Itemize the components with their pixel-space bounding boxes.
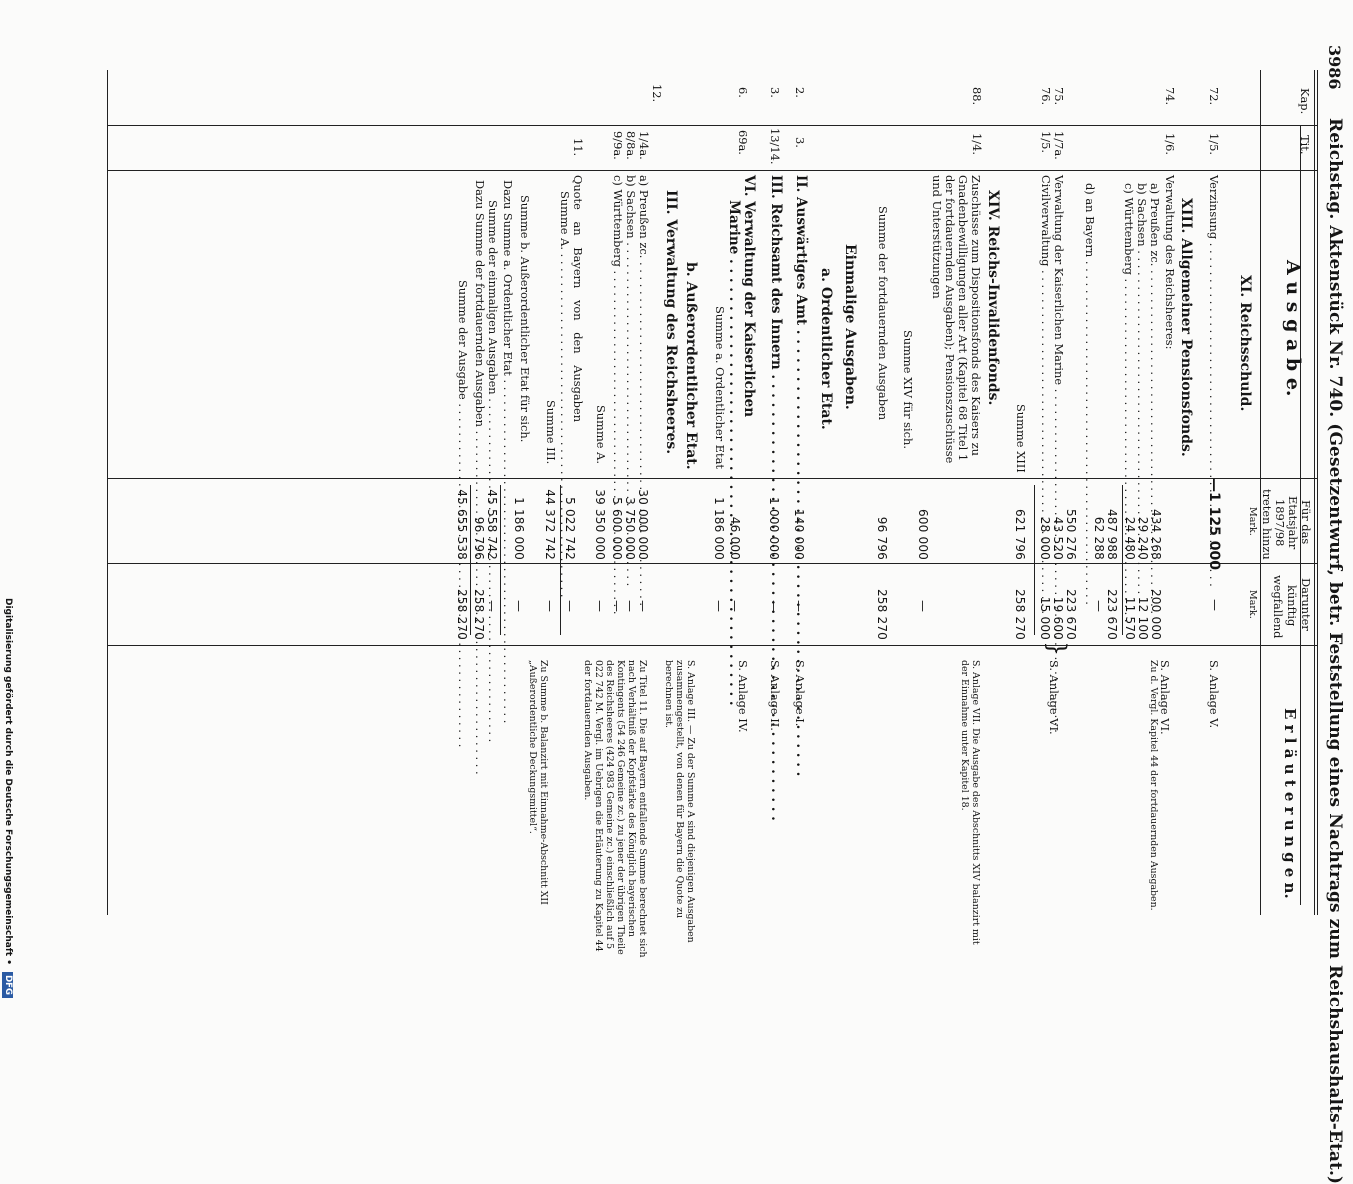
col-header-ausgabe: A u s g a b e.	[1282, 260, 1304, 397]
col-header-amount-4: treten hinzu	[1260, 489, 1274, 560]
brace-7576: }	[1043, 641, 1071, 657]
col-header-darunter-1: Darunter	[1299, 578, 1313, 631]
amount-12c: 5 600 000	[610, 497, 624, 560]
col-header-amount-1: Für das	[1299, 500, 1313, 545]
darunter-74b: 12 100	[1136, 596, 1150, 640]
label-sum-ordentlich: Summe a. Ordentlicher Etat	[713, 306, 727, 469]
section-heading-xiv: XIV. Reichs-Invalidenfonds.	[985, 190, 1001, 406]
darunter-76: 15 000	[1038, 596, 1052, 640]
label-verzinsung: Verzinsung . . .	[1208, 175, 1219, 470]
label-74: Verwaltung des Reichsheeres:	[1163, 175, 1177, 350]
amount-sum-einmalige: 45 558 742	[485, 489, 499, 560]
note-6: S. Anlage IV.	[736, 660, 750, 733]
kap-3: 3.	[768, 87, 782, 98]
label-sum-b: Summe b. Außerordentlicher Etat für sich.	[518, 195, 532, 443]
label-12c: c) Württemberg . . .	[612, 175, 623, 465]
col-header-darunter-unit: Mark.	[1247, 590, 1258, 619]
label-sum-fortdauernd: Summe der fortdauernden Ausgaben	[876, 206, 890, 421]
heading-ordentlicher-etat: a. Ordentlicher Etat.	[818, 268, 834, 430]
amount-74-subtotal: 487 988	[1105, 508, 1119, 560]
label-11: Quote an Bayern von den Ausgaben	[571, 175, 585, 423]
darunter-sum-fortdauernd: 258 270	[875, 588, 889, 640]
amount-74c: 24 480	[1123, 516, 1137, 560]
amount-11: 5 022 742	[563, 497, 577, 560]
amount-72: —1 125 000	[1206, 478, 1222, 570]
darunter-12c: —	[610, 600, 624, 613]
label-74c: c) Württemberg . . .	[1123, 183, 1134, 463]
section-heading-xiii: XIII. Allgemeiner Pensionsfonds.	[1178, 198, 1194, 457]
col-header-amount-3: 1897/98	[1273, 499, 1287, 547]
amount-76: 28 000	[1038, 516, 1052, 560]
amount-sum-iii: 44 372 742	[543, 489, 557, 560]
tit-88: 1/4.	[970, 133, 984, 155]
label-sum-a: Summe A.	[594, 405, 608, 464]
darunter-sum-einmalige: —	[485, 600, 499, 613]
amount-74d: 62 288	[1092, 516, 1106, 560]
darunter-74-subtotal: 223 670	[1105, 588, 1119, 640]
tit-6: 69a.	[736, 130, 750, 155]
amount-sum-fortdauernd: 96 796	[875, 516, 889, 560]
label-12b: b) Sachsen . . .	[625, 175, 636, 465]
col-header-erlaeuterungen: E r l ä u t e r u n g e n.	[1281, 708, 1299, 899]
amount-sum-a: 39 350 000	[593, 489, 607, 560]
label-dazu-fortdauernd: Dazu Summe der fortdauernden Ausgaben . . .	[474, 180, 485, 465]
tit-75: 1/7a.	[1052, 131, 1066, 160]
tit-11: 11.	[571, 138, 585, 157]
amount-2: 140 000	[792, 508, 806, 560]
note-2: S. Anlage I.	[793, 660, 807, 727]
col-header-darunter-2: künftig	[1285, 585, 1299, 627]
tit-72: 1/5.	[1207, 133, 1221, 155]
label-76: Civilverwaltung . . .	[1040, 175, 1051, 463]
digitization-note: Digitalisierung gefördert durch die Deutsche Forschungsgemeinschaft • DFG	[3, 598, 14, 998]
kap-72: 72.	[1207, 87, 1221, 106]
darunter-7576-subtotal: 223 670	[1064, 588, 1078, 640]
kap-75: 75.	[1052, 87, 1066, 106]
rule-total	[470, 485, 471, 635]
kap-88: 88.	[970, 87, 984, 106]
amount-75: 43 520	[1051, 516, 1065, 560]
amount-7576-subtotal: 550 276	[1064, 508, 1078, 560]
label-74a: a) Preußen zc. . . .	[1149, 183, 1160, 463]
note-3: S. Anlage II.	[768, 660, 782, 731]
label-sum-total: Summe der Ausgabe . . .	[457, 280, 468, 465]
amount-sum-xiii: 621 796	[1013, 508, 1027, 560]
label-sum-einmalige: Summe der einmaligen Ausgaben . . .	[487, 200, 498, 465]
double-rule-top	[1317, 70, 1318, 915]
amount-88: 600 000	[916, 508, 930, 560]
amount-3: 1 000 000	[767, 497, 781, 560]
amount-12b: 3 750 000	[623, 497, 637, 560]
heading-marine-2: Marine . . .	[727, 200, 741, 470]
darunter-88: —	[916, 600, 930, 613]
label-11-line2: Summe A. . . .	[559, 191, 570, 466]
col-header-kap: Kap.	[1298, 88, 1312, 115]
darunter-11: —	[563, 600, 577, 613]
darunter-74a: 200 000	[1149, 588, 1163, 640]
kap-12: 12.	[650, 84, 664, 103]
amount-12a: 30 000 000	[636, 489, 650, 560]
col-divider-notes	[108, 645, 1318, 646]
amount-74b: 29 240	[1136, 516, 1150, 560]
darunter-3: —	[767, 600, 781, 613]
col-header-darunter-3: wegfallend	[1271, 575, 1285, 639]
note-12: S. Anlage III. — Zu der Summe A sind diejenigen Ausgaben zusammengestellt, von denen für Bayern die Quote zu berechnen ist.	[663, 660, 696, 943]
note-74-2: Zu d. Vergl. Kapitel 44 der fortdauernden Ausgaben.	[1148, 660, 1159, 911]
darunter-2: —	[792, 600, 806, 613]
heading-auswaertiges-amt: II. Auswärtiges Amt . . .	[794, 175, 808, 471]
darunter-sum-iii: —	[543, 600, 557, 613]
note-sum-b: Zu Summe b. Balanzirt mit Einnahme-Abschnitt XII „Außerordentliche Deckungsmittel“.	[527, 660, 549, 905]
page-number: 3986	[1325, 45, 1344, 90]
darunter-74c: 11 570	[1123, 596, 1137, 640]
col-divider-text	[108, 170, 1318, 171]
darunter-74d: —	[1092, 600, 1106, 613]
col-header-amount-unit: Mark.	[1247, 507, 1258, 536]
rule-einmalige	[500, 485, 501, 635]
tit-12a: 1/4a.	[637, 131, 651, 160]
darunter-12b: —	[623, 600, 637, 613]
heading-reichsheer: III. Verwaltung des Reichsheeres.	[663, 190, 679, 455]
rule-sum-iii	[560, 485, 561, 635]
note-74-1: S. Anlage VI.	[1158, 660, 1172, 735]
amount-74a: 434 268	[1149, 508, 1163, 560]
tit-74: 1/6.	[1163, 133, 1177, 155]
amount-sum-total: 45 655 538	[455, 489, 469, 560]
page-title: Reichstag. Aktenstück Nr. 740. (Gesetzentwurf, betr. Feststellung eines Nachtrags zum Reichshaushalts-Etat.)	[1325, 118, 1345, 1184]
darunter-sum-b: —	[512, 600, 526, 613]
darunter-12a: —	[636, 600, 650, 613]
label-sum-xiii: Summe XIII	[1014, 404, 1028, 473]
darunter-sum-xiii: 258 270	[1013, 588, 1027, 640]
rule-xiii-total	[1034, 485, 1035, 635]
col-header-amount-2: Etatsjahr	[1286, 496, 1300, 550]
amount-sum-b: 1 186 000	[512, 497, 526, 560]
kap-76: 76.	[1039, 87, 1053, 106]
darunter-6: —	[728, 600, 742, 613]
section-heading-xi: XI. Reichsschuld.	[1237, 275, 1253, 412]
note-72: S. Anlage V.	[1207, 660, 1221, 729]
heading-einmalige: Einmalige Ausgaben.	[842, 244, 858, 410]
heading-marine: VI. Verwaltung der Kaiserlichen	[741, 175, 757, 418]
darunter-sum-total: 258 270	[455, 588, 469, 640]
label-74b: b) Sachsen . . .	[1136, 183, 1147, 463]
rule-bottom	[107, 70, 108, 915]
darunter-sum-ordentlich: —	[712, 600, 726, 613]
note-11: Zu Titel 11. Die auf Bayern entfallende Summe berechnet sich nach Verhältniß der Kopfstärke des Königlich bayerischen Kontingents (54 246 Gemeine zc.) zu jener der übrigen Theile des Reichsheeres (424 983 Gemeine zc.) einschließlich auf 5 022 742 M. Vergl. im Uebrigen die Erläuterung zu Kapitel 44 der fortdauernden Ausgaben.	[582, 660, 648, 958]
amount-6: 46 000	[728, 516, 742, 560]
amount-sum-ordentlich: 1 186 000	[712, 497, 726, 560]
heading-ausserordentlicher-etat: b. Außerordentlicher Etat.	[683, 262, 699, 470]
kap-74: 74.	[1163, 87, 1177, 106]
dfg-logo: DFG	[3, 972, 14, 998]
tit-3: 13/14.	[768, 128, 782, 165]
kap-2: 2.	[793, 87, 807, 98]
darunter-75: 19 600	[1051, 596, 1065, 640]
rule-74-subtotal	[1122, 485, 1123, 635]
double-rule-top-2	[1314, 70, 1315, 915]
label-88: Zuschüsse zum Dispositionsfonds des Kaisers zu Gnadenbewilligungen aller Art (Kapitel 68 Titel 1 der fortdauernden Ausgaben); Pensionszuschüsse und Unterstützungen	[930, 175, 983, 464]
tit-76: 1/5.	[1039, 131, 1053, 153]
col-header-tit: Tit.	[1298, 135, 1312, 155]
note-7576: S. Anlage VI.	[1047, 660, 1061, 735]
tit-12b: 8/8a.	[624, 131, 638, 160]
tit-12c: 9/9a.	[611, 131, 625, 160]
amount-dazu-fortdauernd: 96 796	[472, 516, 486, 560]
label-75: Verwaltung der Kaiserlichen Marine . . .	[1053, 175, 1064, 463]
label-dazu-a: Dazu Summe a. Ordentlicher Etat . . .	[502, 180, 513, 465]
tit-2: 3.	[793, 137, 807, 148]
label-sum-iii: Summe III.	[544, 400, 558, 465]
kap-6: 6.	[736, 87, 750, 98]
darunter-72: —	[1208, 599, 1222, 612]
col-divider-tit	[108, 125, 1318, 126]
label-12a: a) Preußen zc. . . .	[638, 175, 649, 465]
label-74d: d) an Bayern . . .	[1084, 183, 1095, 463]
note-88: S. Anlage VII. Die Ausgabe des Abschnitts XIV balanzirt mit der Einnahme unter Kapitel 18.	[959, 660, 981, 945]
label-sum-xiv: Summe XIV für sich.	[901, 330, 915, 450]
darunter-sum-a: —	[593, 600, 607, 613]
darunter-dazu-fortdauernd: 258 270	[472, 588, 486, 640]
heading-reichsamt-innern: III. Reichsamt des Innern . . .	[769, 175, 783, 471]
